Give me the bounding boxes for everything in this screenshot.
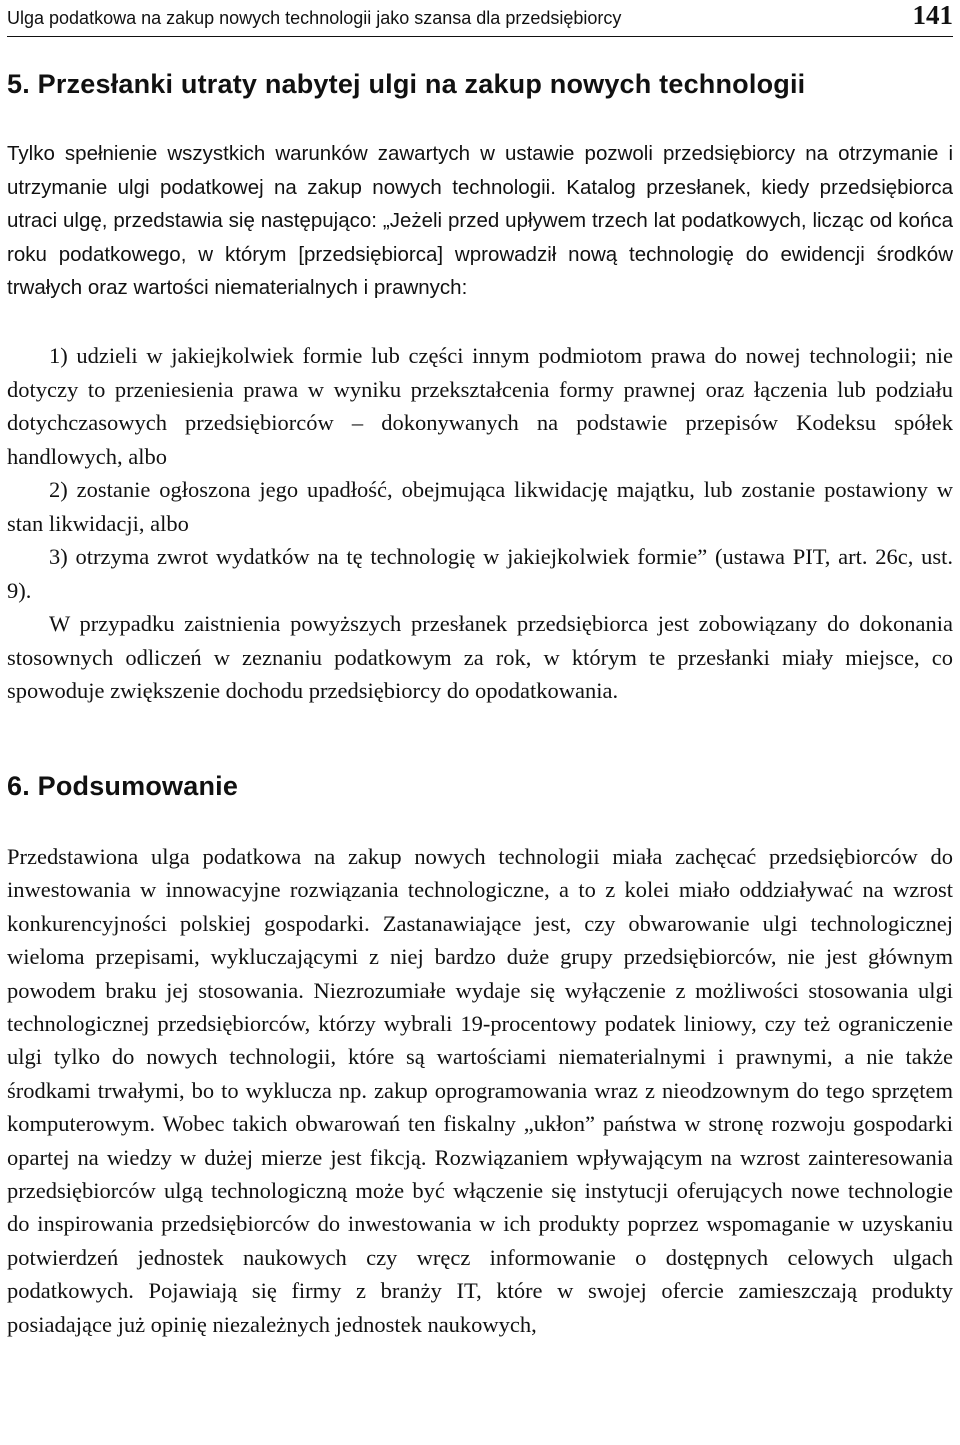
list-item-1: 1) udzieli w jakiejkolwiek formie lub części innym podmiotom prawa do nowej technologii; nie dotyczy to przeniesienia prawa w wyniku przekształcenia formy prawnej oraz łączenia lub podziału dotychczasowych przedsiębiorców – dokonywanych na podstawie przepisów Kodeksu spółek handlowych, albo xyxy=(7,343,953,469)
section-6-heading: 6. Podsumowanie xyxy=(7,771,239,801)
running-title: Ulga podatkowa na zakup nowych technologii jako szansa dla przedsiębiorcy xyxy=(7,8,622,28)
list-item-3: 3) otrzyma zwrot wydatków na tę technologię w jakiejkolwiek formie” (ustawa PIT, art. 26c, ust. 9). xyxy=(7,544,953,603)
running-header xyxy=(7,2,953,37)
list-item-2: 2) zostanie ogłoszona jego upadłość, obejmująca likwidację majątku, lub zostanie postawiony w stan likwidacji, albo xyxy=(7,477,953,536)
section-5-heading: 5. Przesłanki utraty nabytej ulgi na zakup nowych technologii xyxy=(7,69,806,99)
section-5-intro-paragraph: Tylko spełnienie wszystkich warunków zawartych w ustawie pozwoli przedsiębiorcy na otrzymanie i utrzymanie ulgi podatkowej na zakup nowych technologii. Katalog przesłanek, kiedy przedsiębiorca utraci ulgę, przedstawia się następująco: „Jeżeli przed upływem trzech lat podatkowych, licząc od końca roku podatkowego, w którym [przedsiębiorca] wprowadził nową technologię do ewidencji środków trwałych oraz wartości niematerialnych i prawnych: xyxy=(7,142,953,300)
section-5-closing-paragraph: W przypadku zaistnienia powyższych przesłanek przedsiębiorca jest zobowiązany do dokonania stosownych odliczeń w zeznaniu podatkowym za rok, w którym te przesłanki miały miejsce, co spowoduje zwiększenie dochodu przedsiębiorcy do opodatkowania. xyxy=(7,611,953,704)
section-6-body-paragraph: Przedstawiona ulga podatkowa na zakup nowych technologii miała zachęcać przedsiębiorców do inwestowania w innowacyjne rozwiązania technologiczne, a to z kolei miało oddziaływać na wzrost konkurencyjności polskiej gospodarki. Zastanawiające jest, czy obwarowanie ulgi technologicznej wieloma przepisami, wykluczającymi z niej bardzo duże grupy przedsiębiorców, nie jest głównym powodem braku jej stosowania. Niezrozumiałe wydaje się wyłączenie z możliwości stosowania ulgi technologicznej przedsiębiorców, którzy wybrali 19-procentowy podatek liniowy, czy też ograniczenie ulgi tylko do nowych technologii, które są wartościami niematerialnymi i prawnymi, a nie także środkami trwałymi, bo to wyklucza np. zakup oprogramowania wraz z nieodzownym do tego sprzętem komputerowym. Wobec takich obwarowań ten fiskalny „ukłon” państwa w stronę rozwoju gospodarki opartej na wiedzy w dużej mierze jest fikcją. Rozwiązaniem wpływającym na wzrost zainteresowania przedsiębiorców ulgą technologiczną może być włączenie się instytucji oferujących nowe technologie do inspirowania przedsiębiorców do inwestowania w ich produkty poprzez wspomaganie w uzyskaniu potwierdzeń jednostek naukowych czy wręcz informowanie o dostępnych celowych ulgach podatkowych. Pojawiają się firmy z branży IT, które w swojej ofercie zamieszczają produkty posiadające już opinię niezależnych jednostek naukowych, xyxy=(7,844,953,1337)
page-number: 141 xyxy=(912,0,953,30)
